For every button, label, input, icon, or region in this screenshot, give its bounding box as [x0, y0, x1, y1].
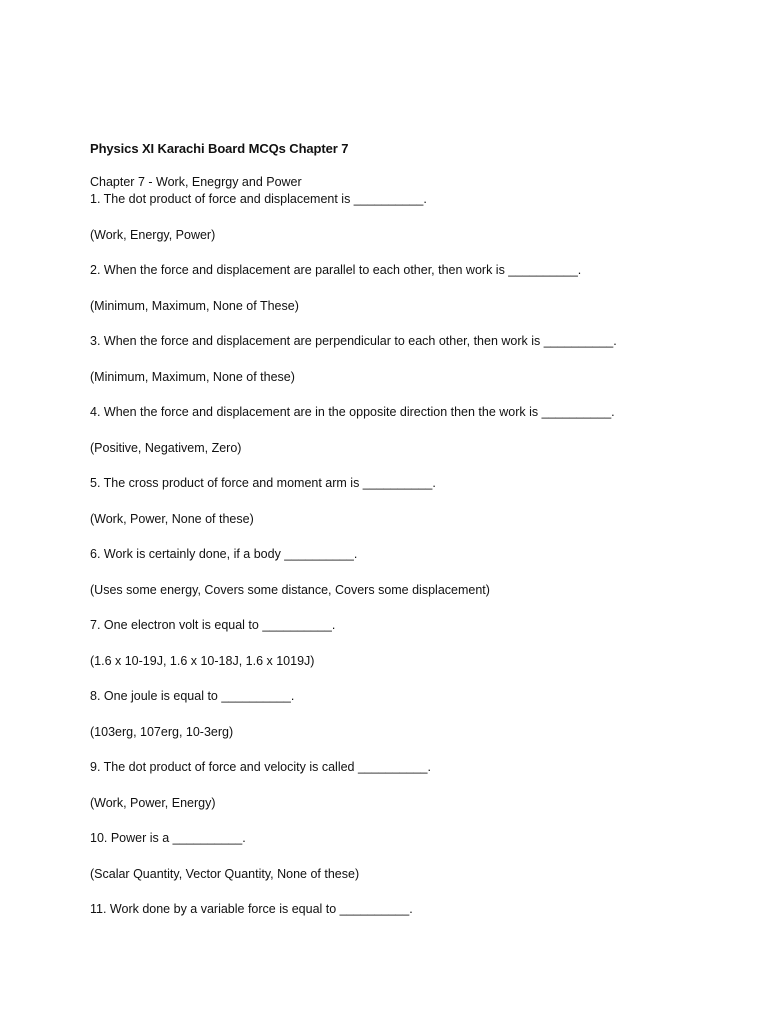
question-options: (Scalar Quantity, Vector Quantity, None of these) [90, 867, 360, 881]
question-text: 1. The dot product of force and displacement is __________. [90, 192, 427, 206]
question-options: (103erg, 107erg, 10-3erg) [90, 725, 234, 739]
question-item [90, 191, 730, 244]
document-page [90, 141, 730, 918]
question-options: (1.6 x 10-19J, 1.6 x 10-18J, 1.6 x 1019J) [90, 654, 315, 668]
question-text: 3. When the force and displacement are perpendicular to each other, then work is __________. [90, 334, 617, 348]
question-options: (Minimum, Maximum, None of these) [90, 370, 295, 384]
question-item [90, 759, 730, 812]
question-options: (Work, Power, None of these) [90, 512, 254, 526]
question-options: (Minimum, Maximum, None of These) [90, 299, 299, 313]
question-item [90, 262, 730, 315]
question-item [90, 475, 730, 528]
question-text: 10. Power is a __________. [90, 831, 246, 845]
question-item [90, 333, 730, 386]
question-text: 8. One joule is equal to __________. [90, 689, 295, 703]
document-title: Physics XI Karachi Board MCQs Chapter 7 [90, 141, 349, 156]
question-list [90, 191, 730, 918]
question-text: 6. Work is certainly done, if a body __________. [90, 547, 358, 561]
question-item [90, 617, 730, 670]
question-item [90, 688, 730, 741]
question-text: 4. When the force and displacement are in the opposite direction then the work is __________. [90, 405, 615, 419]
question-options: (Uses some energy, Covers some distance, Covers some displacement) [90, 583, 490, 597]
question-text: 9. The dot product of force and velocity is called __________. [90, 760, 431, 774]
question-text: 11. Work done by a variable force is equal to __________. [90, 902, 413, 916]
question-options: (Work, Power, Energy) [90, 796, 216, 810]
question-item [90, 404, 730, 457]
question-text: 7. One electron volt is equal to __________. [90, 618, 336, 632]
question-text: 2. When the force and displacement are parallel to each other, then work is __________. [90, 263, 582, 277]
question-text: 5. The cross product of force and moment arm is __________. [90, 476, 436, 490]
question-options: (Work, Energy, Power) [90, 228, 216, 242]
question-item [90, 546, 730, 599]
question-options: (Positive, Negativem, Zero) [90, 441, 242, 455]
question-item [90, 830, 730, 883]
chapter-subtitle: Chapter 7 - Work, Enegrgy and Power [90, 175, 302, 189]
question-item [90, 901, 730, 918]
